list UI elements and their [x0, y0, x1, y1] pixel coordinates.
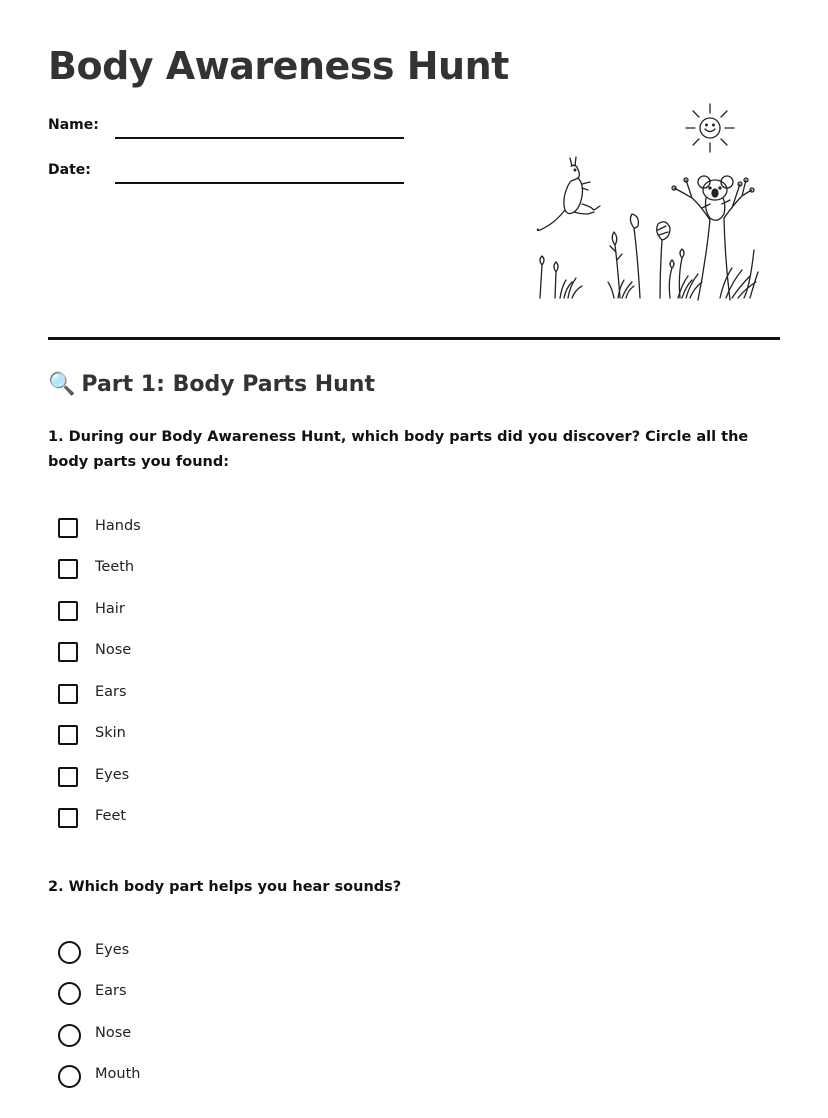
- checkbox[interactable]: [58, 601, 78, 621]
- checkbox-option[interactable]: [58, 599, 125, 623]
- checkbox[interactable]: [58, 684, 78, 704]
- checkbox-option[interactable]: [58, 723, 126, 747]
- outback-illustration: [520, 100, 770, 305]
- checkbox-option[interactable]: [58, 765, 130, 789]
- part1-heading: [48, 372, 375, 397]
- wildflowers-icon: [540, 214, 684, 298]
- option-label: Teeth: [95, 559, 135, 575]
- sun-icon: [686, 104, 734, 152]
- option-label: Eyes: [95, 942, 130, 958]
- radio-option[interactable]: [58, 1064, 141, 1088]
- checkbox[interactable]: [58, 559, 78, 579]
- checkbox[interactable]: [58, 725, 78, 745]
- option-label: Eyes: [95, 767, 130, 783]
- option-label: Nose: [95, 642, 132, 658]
- checkbox[interactable]: [58, 642, 78, 662]
- kangaroo-icon: [537, 157, 600, 230]
- option-label: Ears: [95, 983, 127, 999]
- date-input-line[interactable]: [115, 182, 404, 184]
- checkbox[interactable]: [58, 767, 78, 787]
- checkbox-option[interactable]: [58, 516, 141, 540]
- checkbox[interactable]: [58, 518, 78, 538]
- name-label: Name:: [48, 117, 99, 133]
- date-label: Date:: [48, 162, 91, 178]
- option-label: Skin: [95, 725, 126, 741]
- name-input-line[interactable]: [115, 137, 404, 139]
- question-1: 1. During our Body Awareness Hunt, which body parts did you discover? Circle all the body parts you found:: [48, 429, 749, 470]
- checkbox-option[interactable]: [58, 806, 127, 830]
- radio-button[interactable]: [58, 982, 81, 1005]
- radio-button[interactable]: [58, 1065, 81, 1088]
- grass-icon: [560, 250, 758, 298]
- radio-button[interactable]: [58, 941, 81, 964]
- option-label: Ears: [95, 684, 127, 700]
- question-2: 2. Which body part helps you hear sounds?: [48, 879, 402, 895]
- option-label: Mouth: [95, 1066, 141, 1082]
- radio-option[interactable]: [58, 940, 130, 964]
- section-divider: [48, 337, 780, 340]
- magnifying-glass-icon: 🔍: [48, 372, 76, 397]
- option-label: Feet: [95, 808, 127, 824]
- radio-option[interactable]: [58, 981, 127, 1005]
- checkbox-option[interactable]: [58, 640, 132, 664]
- checkbox[interactable]: [58, 808, 78, 828]
- option-label: Hands: [95, 518, 141, 534]
- page-title: Body Awareness Hunt: [48, 44, 509, 88]
- checkbox-option[interactable]: [58, 557, 135, 581]
- option-label: Nose: [95, 1025, 132, 1041]
- radio-button[interactable]: [58, 1024, 81, 1047]
- option-label: Hair: [95, 601, 125, 617]
- checkbox-option[interactable]: [58, 682, 127, 706]
- part1-heading-text: Part 1: Body Parts Hunt: [81, 372, 375, 397]
- radio-option[interactable]: [58, 1023, 132, 1047]
